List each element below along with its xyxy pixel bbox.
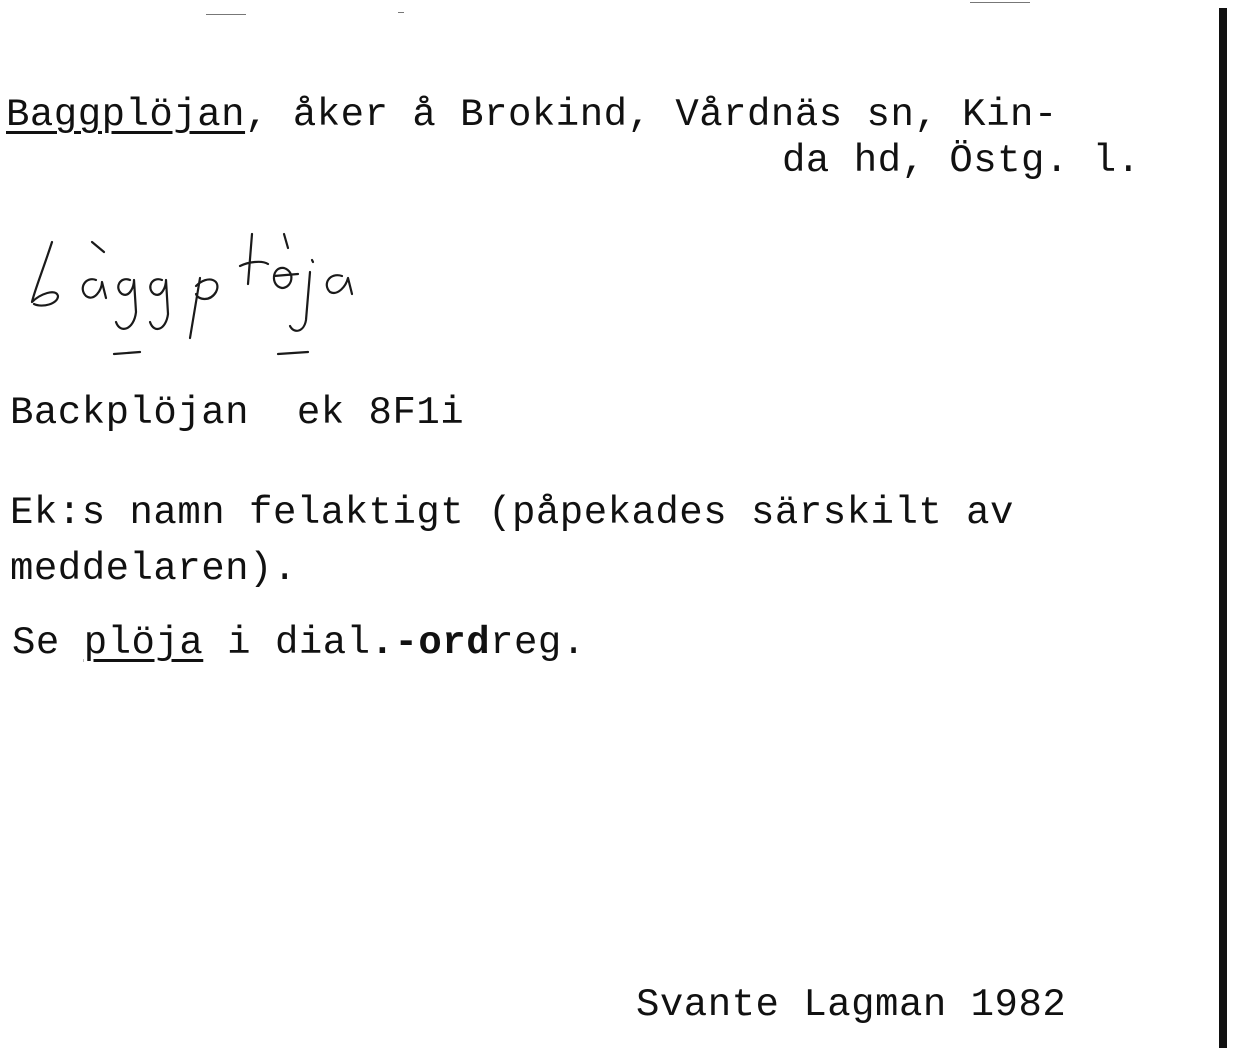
scan-speck <box>398 12 404 13</box>
see-also-suffix-b: .-ord <box>370 621 491 665</box>
heading-rest-1: , åker å Brokind, Vårdnäs sn, Kin- <box>245 93 1058 137</box>
note-text-2: meddelaren). <box>10 547 297 591</box>
see-also-line <box>12 620 586 666</box>
entry-text: Backplöjan ek 8F1i <box>10 391 465 435</box>
place-name: Baggplöjan <box>6 93 246 137</box>
signature <box>636 982 1066 1028</box>
signature-text: Svante Lagman 1982 <box>636 983 1067 1027</box>
heading-rest-2: da hd, Östg. l. <box>782 139 1141 183</box>
entry-line <box>10 390 464 436</box>
scan-speck <box>206 14 246 15</box>
see-also-word: plöja <box>83 621 204 665</box>
note-line-1 <box>10 490 1014 536</box>
see-also-prefix: Se <box>12 621 84 665</box>
scan-speck <box>970 2 1030 3</box>
heading-line-2 <box>782 138 1141 184</box>
see-also-suffix-a: i dial <box>203 621 371 665</box>
see-also-suffix-c: reg. <box>490 621 586 665</box>
card-edge-border <box>1219 8 1227 1048</box>
note-line-2 <box>10 546 297 592</box>
heading-line-1 <box>6 92 1058 138</box>
note-text-1: Ek:s namn felaktigt (påpekades särskilt av <box>10 491 1014 535</box>
